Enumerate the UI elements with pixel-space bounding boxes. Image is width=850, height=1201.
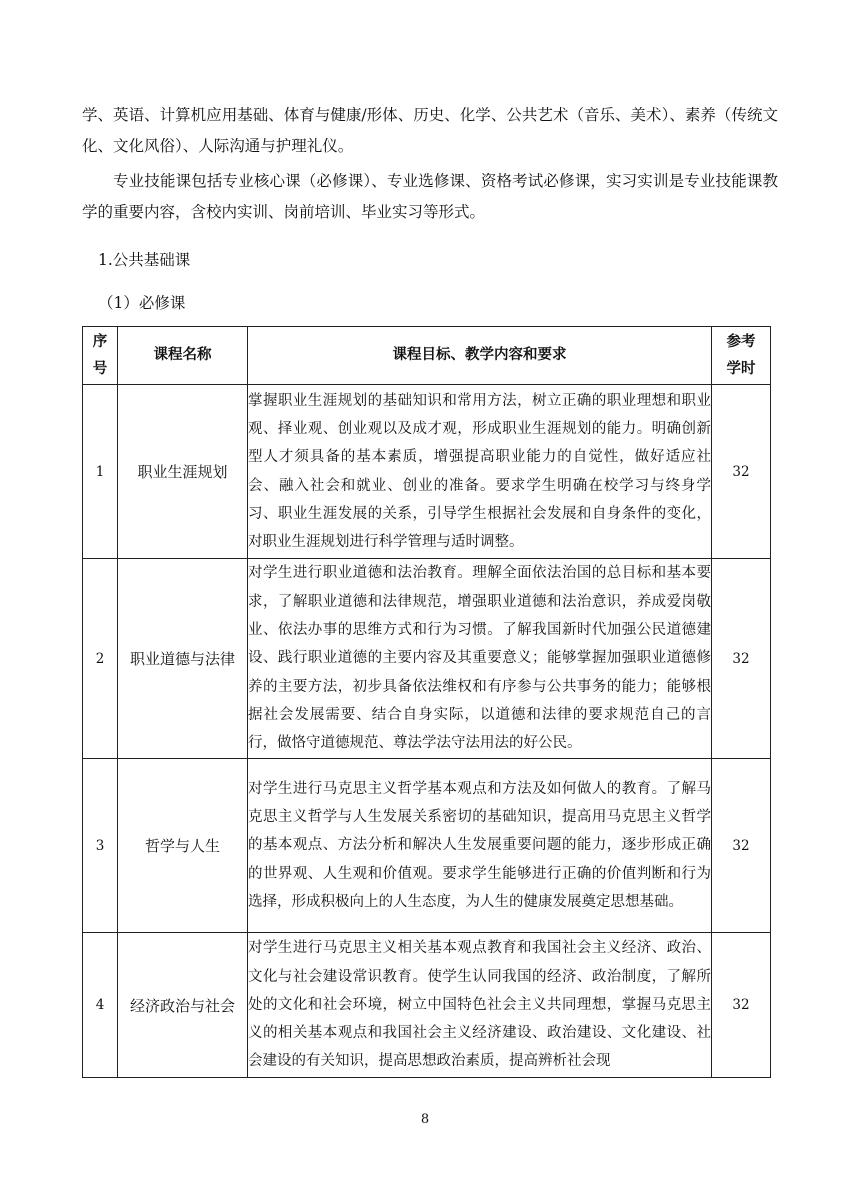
table-row <box>83 933 771 1078</box>
section-title: 1.公共基础课 <box>98 251 191 269</box>
header-name: 课程名称 <box>118 327 248 385</box>
paragraph-skill-courses: 专业技能课包括专业核心课（必修课）、专业选修课、资格考试必修课，实习实训是专业技能课教学的重要内容，含校内实训、岗前培训、毕业实习等形式。 <box>82 172 778 221</box>
course-name: 经济政治与社会 <box>118 933 248 1078</box>
table-header-row <box>83 327 771 385</box>
table-row <box>83 385 771 559</box>
course-table <box>82 326 771 1078</box>
course-hours: 32 <box>712 385 771 559</box>
paragraph-general-courses: 学、英语、计算机应用基础、体育与健康/形体、历史、化学、公共艺术（音乐、美术）、素养（传统文化、文化风俗）、人际沟通与护理礼仪。 <box>82 106 778 155</box>
course-description: 对学生进行马克思主义哲学基本观点和方法及如何做人的教育。了解马克思主义哲学与人生发展关系密切的基础知识，提高用马克思主义哲学的基本观点、方法分析和解决人生发展重要问题的能力，逐步形成正确的世界观、人生观和价值观。要求学生能够进行正确的价值判断和行为选择，形成积极向上的人生态度，为人生的健康发展奠定思想基础。 <box>248 759 712 933</box>
page-number: 8 <box>420 1112 430 1127</box>
course-number: 4 <box>83 933 118 1078</box>
header-num: 序号 <box>83 327 118 385</box>
course-description: 对学生进行职业道德和法治教育。理解全面依法治国的总目标和基本要求，了解职业道德和法律规范，增强职业道德和法治意识，养成爱岗敬业、依法办事的思维方式和行为习惯。了解我国新时代加强公民道德建设、践行职业道德的主要内容及其重要意义；能够掌握加强职业道德修养的主要方法，初步具备依法维权和有序参与公共事务的能力；能够根据社会发展需要、结合自身实际，以道德和法律的要求规范自己的言行，做恪守道德规范、尊法学法守法用法的好公民。 <box>248 559 712 759</box>
course-name: 职业生涯规划 <box>118 385 248 559</box>
course-name: 职业道德与法律 <box>118 559 248 759</box>
section-subtitle: （1）必修课 <box>98 294 186 312</box>
course-name: 哲学与人生 <box>118 759 248 933</box>
header-desc: 课程目标、教学内容和要求 <box>248 327 712 385</box>
course-number: 1 <box>83 385 118 559</box>
course-number: 2 <box>83 559 118 759</box>
course-hours: 32 <box>712 759 771 933</box>
table-row <box>83 559 771 759</box>
course-number: 3 <box>83 759 118 933</box>
course-description: 掌握职业生涯规划的基础知识和常用方法，树立正确的职业理想和职业观、择业观、创业观以及成才观，形成职业生涯规划的能力。明确创新型人才须具备的基本素质，增强提高职业能力的自觉性，做好适应社会、融入社会和就业、创业的准备。要求学生明确在校学习与终身学习、职业生涯发展的关系，引导学生根据社会发展和自身条件的变化，对职业生涯规划进行科学管理与适时调整。 <box>248 385 712 559</box>
table-row <box>83 759 771 933</box>
course-description: 对学生进行马克思主义相关基本观点教育和我国社会主义经济、政治、文化与社会建设常识教育。使学生认同我国的经济、政治制度，了解所处的文化和社会环境，树立中国特色社会主义共同理想，掌握马克思主义的相关基本观点和我国社会主义经济建设、政治建设、文化建设、社会建设的有关知识，提高思想政治素质，提高辨析社会现 <box>248 933 712 1078</box>
course-hours: 32 <box>712 933 771 1078</box>
header-hours: 参考学时 <box>712 327 771 385</box>
course-hours: 32 <box>712 559 771 759</box>
